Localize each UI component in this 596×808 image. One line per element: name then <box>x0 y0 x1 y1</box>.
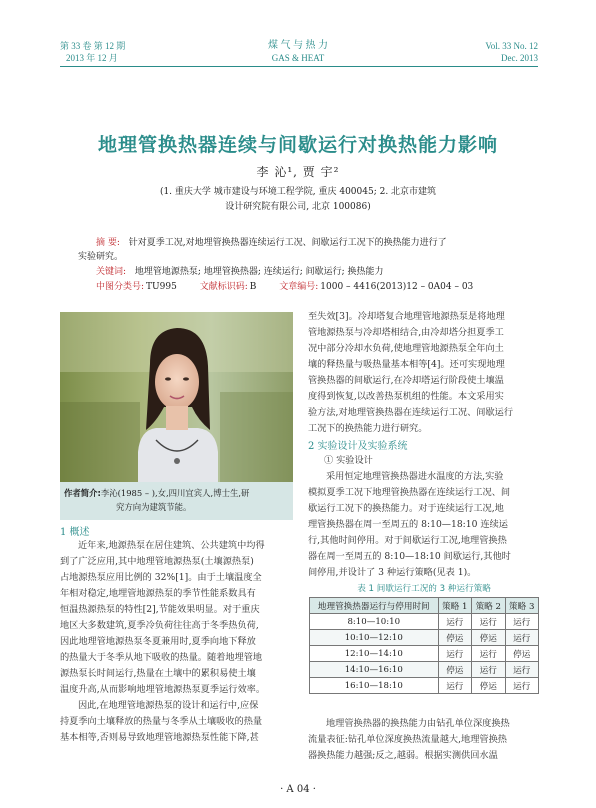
table-header-cell: 策略 1 <box>438 598 471 614</box>
paragraph-line: 行,其他时间停用。对于间歇运行工况,地理管换热 <box>308 535 507 546</box>
paragraph-line: 近年来,地源热泵在居住建筑、公共建筑中均得 <box>78 540 265 551</box>
table-header-row <box>310 598 539 614</box>
after-table-body <box>308 716 540 764</box>
table-cell: 运行 <box>505 630 539 646</box>
paragraph-line: 温度升高,从而影响地埋管地源热泵夏季运行效率。 <box>60 684 266 695</box>
paragraph-line: 管地源热泵与冷却塔相结合,由冷却塔分担夏季工 <box>308 327 504 338</box>
table-cell: 运行 <box>505 662 539 678</box>
paragraph-line: 地区大多数建筑,夏季冷负荷往往高于冬季热负荷, <box>60 620 259 631</box>
author-bio-line-1: 李沁(1985 – ),女,四川宜宾人,博士生,研 <box>100 488 250 498</box>
table-cell: 运行 <box>472 662 505 678</box>
table-cell: 运行 <box>472 614 505 630</box>
table-cell: 停运 <box>438 662 471 678</box>
paragraph-line: 地理管换热器的换热能力由钻孔单位深度换热 <box>326 718 510 729</box>
paragraph-line: 间停用,并设计了 3 种运行策略(见表 1)。 <box>308 567 477 578</box>
abstract-continued: 实验研究。 <box>78 252 124 262</box>
author-bio-line-2: 究方向为建筑节能。 <box>116 502 192 512</box>
table-row <box>310 678 539 694</box>
volume-en: Vol. 33 No. 12 <box>485 41 538 51</box>
table-cell: 8:10—10:10 <box>310 614 439 630</box>
volume-issue: 第 33 卷 第 12 期 <box>60 41 126 51</box>
paragraph-line: 年相对稳定,地埋管地源热泵的季节性能系数具有 <box>60 588 256 599</box>
paragraph-line: 占地源热泵应用比例的 32%[1]。由于土壤温度全 <box>60 572 262 583</box>
right-column-intro <box>308 309 540 437</box>
table-cell: 运行 <box>438 678 471 694</box>
paragraph-line: 至失效[3]。冷却塔复合地理管地源热泵是将地理 <box>308 311 505 322</box>
paragraph-line: 器换热能力越强;反之,越弱。根据实测供回水温 <box>308 750 498 761</box>
table-cell: 停运 <box>438 630 471 646</box>
date-cn: 2013 年 12 月 <box>66 53 118 63</box>
abstract-text: 针对夏季工况,对地埋管换热器连续运行工况、间歇运行工况下的换热能力进行了 <box>128 238 447 248</box>
table-header-cell: 策略 2 <box>472 598 505 614</box>
table-cell: 停运 <box>472 630 505 646</box>
paragraph-line: 因此,在地理管地源热泵的设计和运行中,应保 <box>78 700 259 711</box>
section-1-heading: 1 概述 <box>60 527 90 538</box>
paragraph-line: 理管换热器在周一至周五的 8:10—18:10 连续运 <box>308 519 508 530</box>
paper-title: 地理管换热器连续与间歇运行对换热能力影响 <box>97 134 498 156</box>
author-photo <box>60 312 293 482</box>
table-cell: 运行 <box>505 678 539 694</box>
table-cell: 16:10—18:10 <box>310 678 439 694</box>
paragraph-line: 度得到恢复,以改善热泵机组的性能。本文采用实 <box>308 391 504 402</box>
paragraph-line: 基本相等,否则易导致地理管地源热泵性能下降,甚 <box>60 732 259 743</box>
paragraph-line: 流量表征:钻孔单位深度换热流量越大,地理管换热 <box>308 734 507 745</box>
doc-code-label: 文献标识码: <box>199 282 248 292</box>
paragraph-line: 壤的释热量与吸热量基本相等[4]。还可实现地理 <box>308 359 505 370</box>
paragraph-line: 因此地理管地源热泵冬夏兼用时,夏季向地下释放 <box>60 636 256 647</box>
table-header-cell: 地理管换热器运行与停用时间 <box>310 598 439 614</box>
paragraph-line: 到了广泛应用,其中地理管地源热泵(土壤源热泵) <box>60 556 254 567</box>
affiliation-line-2: 设计研究院有限公司, 北京 100086) <box>225 202 371 212</box>
keywords-label: 关键词: <box>96 267 127 277</box>
page-number: · A 04 · <box>280 784 316 795</box>
paragraph-line: 采用恒定地理管换热器进水温度的方法,实验 <box>326 471 504 482</box>
table-cell: 运行 <box>505 614 539 630</box>
section-1-body <box>60 538 294 746</box>
header-rule <box>60 66 538 67</box>
table-cell: 运行 <box>438 646 471 662</box>
paragraph-line: 验方法,对地理管换热器在连续运行工况、间歇运行 <box>308 407 514 418</box>
paragraph-line: 的热量大于冬季从地下吸收的热量。随着地埋管地 <box>60 652 263 663</box>
date-en: Dec. 2013 <box>501 53 538 63</box>
table-row <box>310 630 539 646</box>
paragraph-line: 器在周一至周五的 8:10—18:10 间歇运行,其他时 <box>308 551 511 562</box>
keywords <box>96 265 384 279</box>
section-2-heading: 2 实验设计及实验系统 <box>308 441 408 452</box>
table-1-caption: 表 1 间歇运行工况的 3 种运行策略 <box>357 584 491 594</box>
abstract-label: 摘 要: <box>96 238 120 248</box>
paragraph-line: 管换热器的间歇运行,在冷却塔运行阶段使土壤温 <box>308 375 504 386</box>
journal-name-cn: 煤 气 与 热 力 <box>268 40 328 51</box>
paragraph-line: 况中部分冷却水负荷,使地理管地源热泵全年向土 <box>308 343 504 354</box>
affiliation-line-1: (1. 重庆大学 城市建设与环境工程学院, 重庆 400045; 2. 北京市建筑 <box>159 187 437 197</box>
author-bio-label: 作者简介: <box>64 488 101 498</box>
table-cell: 停运 <box>472 678 505 694</box>
article-number-value: 1000 – 4416(2013)12 – 0A04 – 03 <box>320 282 474 292</box>
table-cell: 12:10—14:10 <box>310 646 439 662</box>
authors: 李 沁¹, 贾 宇² <box>256 165 340 179</box>
table-row <box>310 662 539 678</box>
table-cell: 10:10—12:10 <box>310 630 439 646</box>
doc-code-value: B <box>249 282 257 292</box>
table-cell: 运行 <box>472 646 505 662</box>
table-cell: 停运 <box>505 646 539 662</box>
table-row <box>310 614 539 630</box>
header-right <box>485 40 538 64</box>
journal-name-en: GAS & HEAT <box>271 53 325 63</box>
paragraph-line: 歇运行工况下的换热能力。对于连续运行工况,地 <box>308 503 504 514</box>
section-2-subheading: ① 实验设计 <box>324 455 373 466</box>
clc-label: 中图分类号: <box>96 282 145 292</box>
section-2-body <box>308 469 540 581</box>
table-1 <box>309 597 539 694</box>
table-row <box>310 646 539 662</box>
paragraph-line: 工况下的换热能力进行研究。 <box>308 423 428 434</box>
paragraph-line: 恒温热源热泵的特性[2],节能效果明显。对于重庆 <box>60 604 260 615</box>
paragraph-line: 持夏季向土壤释放的热量与冬季从土壤吸收的热量 <box>60 716 263 727</box>
paragraph-line: 源热泵长时间运行,热量在土壤中的累积易使土壤 <box>60 668 256 679</box>
table-header-cell: 策略 3 <box>505 598 539 614</box>
clc-value: TU995 <box>146 282 177 292</box>
abstract <box>96 236 447 250</box>
article-number-label: 文章编号: <box>279 282 319 292</box>
classification <box>96 280 473 294</box>
table-cell: 运行 <box>438 614 471 630</box>
author-bio-box <box>60 482 293 520</box>
table-cell: 14:10—16:10 <box>310 662 439 678</box>
keywords-text: 地埋管地源热泵; 地埋管换热器; 连续运行; 间歇运行; 换热能力 <box>134 267 384 277</box>
paragraph-line: 模拟夏季工况下地理管换热器在连续运行工况、间 <box>308 487 511 498</box>
